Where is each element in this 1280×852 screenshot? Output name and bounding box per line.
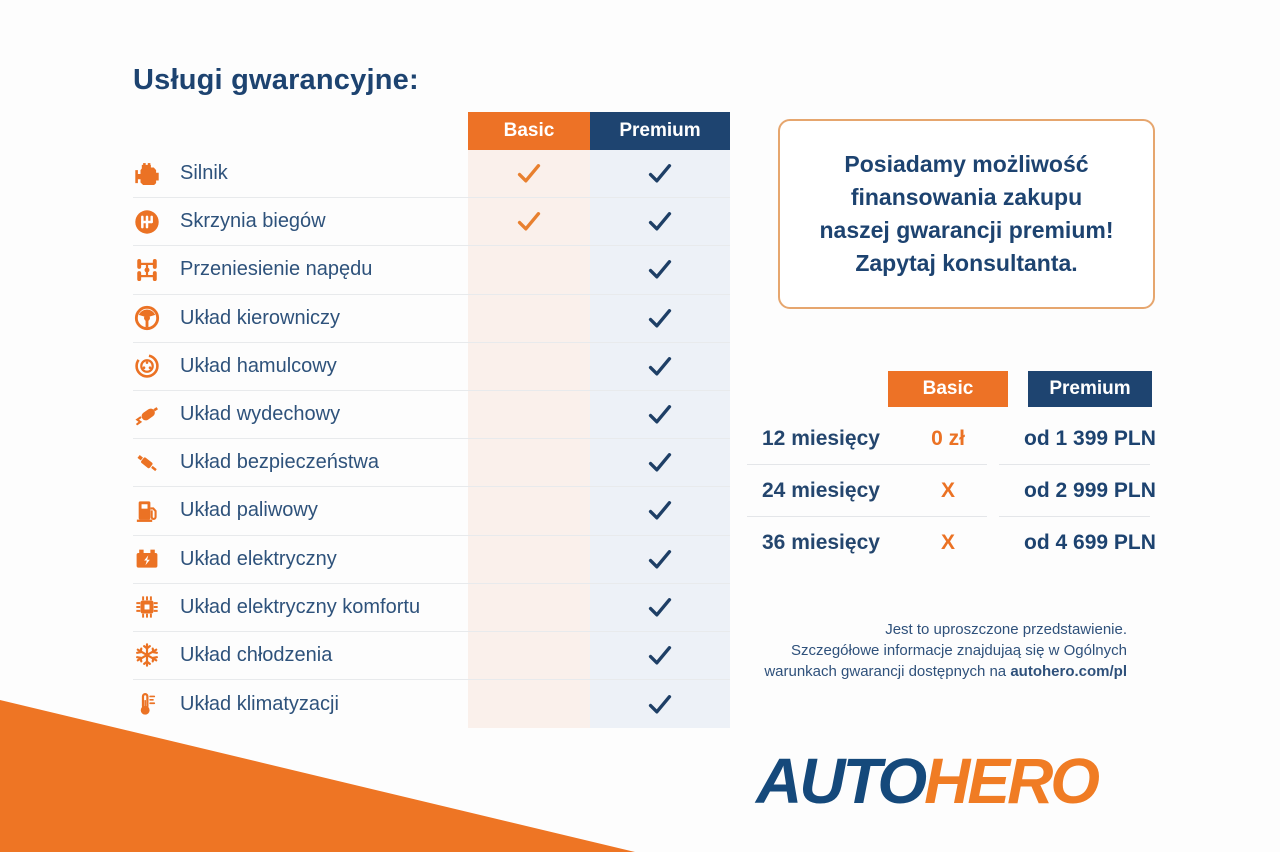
pricing-basic-value: X [940,478,955,502]
check-icon [516,211,542,232]
fuel-pump-icon [133,497,160,524]
premium-cell [590,163,730,184]
service-row [133,439,730,487]
disclaimer [741,619,1127,682]
drivetrain-icon [133,256,160,283]
service-row [133,295,730,343]
check-icon [647,694,673,715]
services-basic-header: Basic [468,112,590,150]
service-label: Układ bezpieczeństwa [180,451,379,474]
pricing-premium-value: od 2 999 PLN [1024,478,1156,502]
service-row [133,536,730,584]
pricing-period: 12 miesięcy [762,426,880,450]
brake-disc-icon [133,353,160,380]
pricing-period: 36 miesięcy [762,530,880,554]
check-icon [647,597,673,618]
pricing-premium-value: od 4 699 PLN [1024,530,1156,554]
services-premium-header: Premium [590,112,730,150]
page-title: Usługi gwarancyjne: [133,64,419,96]
service-label: Układ klimatyzacji [180,692,339,715]
disclaimer-line3-prefix: warunkach gwarancji dostępnych na [764,663,1011,680]
service-row [133,391,730,439]
check-icon [647,308,673,329]
steering-wheel-icon [133,305,160,332]
premium-cell [590,694,730,715]
exhaust-icon [133,401,160,428]
service-label: Układ kierowniczy [180,306,341,329]
snowflake-icon [133,642,160,669]
promo-text-line: finansowania zakupu [850,184,1083,210]
service-label: Układ paliwowy [180,499,318,522]
service-label: Silnik [180,162,228,185]
pricing-row-separator [745,516,1157,517]
check-icon [647,211,673,232]
disclaimer-line: Jest to uproszczone przedstawienie. [885,621,1127,638]
thermometer-icon [133,691,160,718]
pricing-header-row [745,371,1157,407]
pricing-rows [745,413,1157,568]
premium-cell [590,500,730,521]
logo-hero-text: HERO [924,745,1098,817]
check-icon [647,163,673,184]
service-row [133,487,730,535]
pricing-row [745,413,1157,464]
logo-auto-text: AUTO [756,745,925,817]
battery-icon [133,546,160,573]
pricing-header-spacer [745,371,888,407]
service-row [133,246,730,294]
seatbelt-icon [133,449,160,476]
check-icon [516,163,542,184]
premium-cell [590,211,730,232]
check-icon [647,356,673,377]
check-icon [647,549,673,570]
service-label: Układ elektryczny [180,547,337,570]
pricing-basic-value: X [940,530,955,554]
premium-cell [590,308,730,329]
check-icon [647,404,673,425]
service-label: Układ elektryczny komfortu [180,595,421,618]
check-icon [647,645,673,666]
service-row [133,632,730,680]
premium-cell [590,404,730,425]
service-row [133,680,730,728]
premium-cell [590,452,730,473]
services-rows [133,150,730,728]
basic-cell [468,163,590,184]
pricing-row [745,465,1157,516]
premium-cell [590,645,730,666]
service-row [133,343,730,391]
promo-box [778,119,1155,309]
promo-text-line: Zapytaj konsultanta. [855,250,1078,276]
autohero-logo [756,744,1097,818]
check-icon [647,452,673,473]
pricing-row-separator [745,464,1157,465]
service-label: Układ chłodzenia [180,643,333,666]
pricing-row [745,517,1157,568]
engine-icon [133,160,160,187]
disclaimer-line: Szczegółowe informacje znajdujaą się w Ogólnych [790,642,1127,659]
pricing-basic-value: 0 zł [931,426,965,450]
website-url: autohero.com/pl [1010,663,1127,680]
service-row [133,198,730,246]
premium-cell [590,597,730,618]
promo-text-line: naszej gwarancji premium! [819,217,1114,243]
premium-cell [590,549,730,570]
pricing-premium-header: Premium [1028,371,1152,407]
premium-cell [590,259,730,280]
service-label: Przeniesienie napędu [180,258,373,281]
pricing-table [745,371,1157,568]
pricing-premium-value: od 1 399 PLN [1024,426,1156,450]
pricing-period: 24 miesięcy [762,478,880,502]
basic-cell [468,211,590,232]
disclaimer-line [741,661,1127,682]
promo-text-line: Posiadamy możliwość [844,151,1089,177]
service-label: Układ hamulcowy [180,354,337,377]
service-label: Skrzynia biegów [180,210,326,233]
premium-cell [590,356,730,377]
service-label: Układ wydechowy [180,403,341,426]
service-row [133,584,730,632]
check-icon [647,500,673,521]
check-icon [647,259,673,280]
chip-icon [133,594,160,621]
pricing-basic-header: Basic [888,371,1008,407]
service-row [133,150,730,198]
gearbox-icon [133,208,160,235]
